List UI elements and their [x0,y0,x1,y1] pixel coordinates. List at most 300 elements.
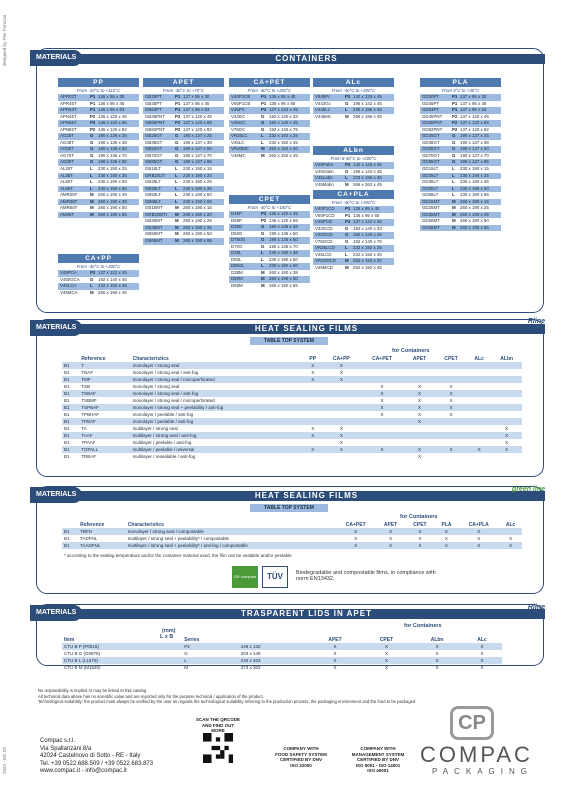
cell: 190 x 137 x 85 [183,159,212,165]
header-cell: Reference [81,355,106,362]
header-cell [239,636,310,643]
cell: G [452,139,456,145]
text-line: CERTIFIED BY DNV [280,757,322,762]
cell: 260 x 190 x 45 [98,289,127,295]
cell: 260 x 190 x 50 [460,218,489,224]
cell: GB45PT [145,100,162,106]
container-col-albn [313,146,394,188]
container-row [58,212,139,219]
cell: 190 x 136 x 85 [98,159,127,165]
cell: X [333,665,337,670]
text-line: MANAGEMENT SYSTEM [351,751,405,757]
cell: D70G [231,243,243,249]
cell: P2 [90,120,96,126]
cell: L [452,185,455,191]
temp-range: From 8-40°C to +200°C [330,156,377,161]
cell: multilayer / strong seal [132,426,178,431]
container-col-alc [313,78,394,120]
cell: X [462,657,502,664]
cell: 230 x 190 x 50 [98,179,127,185]
cell: 136 x 120 x 45 [98,113,127,119]
cell: X [491,432,522,439]
cell: 260 x 190 x 25 [98,192,127,198]
header-cell: APET [328,636,342,643]
container-row [58,290,139,297]
for-containers-label: for Containers [392,348,430,354]
cell: X [505,426,509,431]
cell: 260 x 190 x 25 [183,218,212,224]
col-head: PLA [420,78,501,87]
cell: 233 x 196 x 45 [353,175,382,181]
cell: TBFN [78,528,126,535]
cell: L [261,250,264,256]
table-row [62,369,522,376]
cell [360,425,403,432]
container-row [313,114,394,121]
cell: APR03T [60,94,77,99]
cell: B1 [64,536,70,541]
cell: B1 [62,528,78,535]
cell: GB50GT [145,146,163,152]
green-title: HEAT SEALING FILMS [68,491,545,501]
cell: 232 x 192 x 45 [353,251,382,257]
cell: P1 [90,100,96,106]
cell [360,453,403,460]
cell: V75GCD [315,238,333,244]
header-cell: CA+PLA [468,521,489,528]
temp-range: From -40°C to +70°C [162,88,205,93]
cell: 136 x 120 x 45 [269,211,298,216]
cell: V45Mabn [315,181,334,187]
side-credit: designed by Pier Ponzoni [2,14,7,66]
cell: 260 x 190 x 65 [460,224,489,230]
cell: TSPBAF [79,404,130,411]
cell: GD50MT [422,218,440,224]
cell: X [449,398,453,403]
temp-range: From -40°C to +180°C [247,205,292,210]
cell [303,418,322,425]
cell [404,362,436,369]
cell: P1 [452,107,458,113]
cell: L [90,283,93,289]
cell: GD65MT [422,224,440,230]
header-cell: PLA [441,521,452,528]
cell: CTU B G (G0875) [64,651,101,656]
cell: G [261,126,265,132]
table-row [62,362,522,369]
cell: P2 [452,120,458,126]
table-row [62,657,502,664]
cell: 260 x 190 x 35 [460,211,489,217]
cell: X [418,412,422,417]
cell: 260 x 190 x 65 [98,211,127,217]
company-address [40,738,153,776]
col-head: CA+PET [229,78,310,87]
cell: 190 x 137 x 38 [183,139,212,145]
cell [467,390,491,397]
cell [404,369,436,376]
cell: V75GC [231,126,246,132]
cell: 240 x 203 [239,657,310,664]
cell: GD38GT [422,139,440,145]
cell: 137 x 95 x 63 [183,107,210,113]
cell: 136 x 120 x 82 [98,126,127,132]
cell: GB15MT [145,205,163,211]
cell: P1 [175,94,181,99]
cell: X [477,536,481,541]
cell: X [311,426,315,431]
table-top-bar: TABLE TOP SYSTEM [250,504,328,512]
cell [322,390,360,397]
cell: TAAF [79,432,130,439]
container-row [229,153,310,160]
cell: 230 x 190 x 50 [460,185,489,191]
cell: M [452,211,456,217]
cell: 137 x 95 x 45 [183,100,210,106]
materials-tab: MATERIALS [30,320,82,336]
cell: L [345,245,348,251]
cell: 273 x 203 [240,665,261,670]
disclaimer [38,688,417,705]
cell: X [505,440,509,445]
cell: P2 [345,219,351,225]
cell: L [261,133,264,139]
cell: V445Mc [315,113,332,119]
cell: B1 [62,542,78,549]
cell: X [322,376,360,383]
cell: M [175,205,179,211]
cell: D65M [231,283,243,289]
cell [435,453,467,460]
cell [467,376,491,383]
cell [303,453,322,460]
cell: GB65LT [145,198,162,204]
cell: L [452,166,455,172]
col-head: CPET [229,195,310,204]
cell: 230 x 190 x 35 [98,172,127,178]
cell: AG70T [60,152,74,158]
cell: L [175,198,178,204]
cell: G [261,237,265,243]
cell: P2 [175,126,181,132]
cell: AL65T [60,185,73,191]
cell: X [384,651,388,656]
cell: GD15LT [422,166,439,172]
temp-range: From 0°C to +40°C [441,88,480,93]
cell: X [435,665,439,670]
cell [491,390,522,397]
cell: GD63PT [422,107,440,113]
cell: 190 x 136 x 50 [269,237,298,243]
cell: TSBMF [81,398,97,403]
green-table [62,521,522,549]
table-row [62,390,522,397]
cell: AG85T [60,159,74,165]
cell: B1 [64,412,70,417]
cell: X [360,390,403,397]
cell: X [404,404,436,411]
cell: V33GC [231,113,246,119]
cell: X [376,528,405,535]
cell [435,362,467,369]
container-col-cpet [229,195,310,290]
text-line: No responsibility is implied or may be linked to this catalog. [38,688,148,693]
cell: X [389,536,393,541]
cell: AL50T [60,179,73,185]
for-containers-label: for Containers [404,623,442,629]
cell: V45GCD [315,232,333,238]
cell: X [435,404,467,411]
cell: 230 x 190 x 25 [183,179,212,185]
cell [491,404,522,411]
cell: X [499,542,522,549]
cell [322,418,360,425]
table-row [62,650,502,657]
cell: monolayer / peelable / anti-fog [131,418,303,425]
cell: 230 x 190 x 15 [183,166,212,172]
cell: X [311,370,315,375]
cell: L [175,192,178,198]
cell: 192 x 140 x 75 [269,126,298,132]
cell: GB25GT [145,133,163,139]
cell [499,528,522,535]
cell [435,425,467,432]
cell: X [404,418,436,425]
header-cell: PP [309,355,317,362]
cell: 203 x 149 [240,651,261,656]
cell: AL25T [60,166,73,172]
cell: M [452,198,456,204]
cell [360,376,403,383]
cell: V45LCD [315,251,332,257]
cell [322,397,360,404]
compac-packaging: PACKAGING [432,767,533,776]
cell [360,362,403,369]
cell: GB70GT [145,152,163,158]
cell: L [452,192,455,198]
cell: X [412,643,462,650]
cell: 137 x 95 x 30 [460,94,487,99]
header-cell: Reference [80,521,105,528]
cell: APR45T [60,100,77,106]
cell: 260 x 190 x 15 [460,198,489,204]
cell: GB25MT [145,218,163,224]
rline-logo: Rline [527,604,545,611]
cell: B1 [62,376,79,383]
cell: M [261,146,265,152]
cell: GD50GT [422,146,440,152]
cell [435,369,467,376]
cell: 192 x 140 x 45 [353,232,382,238]
cell: X [384,665,388,670]
cell: V65P1CD [315,212,335,218]
cell: GD25GT [422,133,440,139]
cell: AG25T [60,133,74,139]
cell: D45P [231,211,242,216]
container-col-capet [229,78,310,159]
text-line: Compac s.r.l. [40,738,76,744]
cell: X [418,536,422,541]
cell: B1 [64,440,70,445]
cell [303,383,322,390]
cell: GB85GT [145,159,163,165]
cell [360,418,403,425]
cell: VR20MC [231,146,249,152]
green-line-logo: green line [511,486,545,493]
table-row [62,432,522,439]
cell: B1 [64,384,70,389]
cell: L [345,175,348,181]
header-cell: CPET [444,355,458,362]
cell: T [79,362,130,369]
cell [303,404,322,411]
cell: VR20MCD [315,258,336,264]
cell: TA [81,426,87,431]
containers-title: CONTAINERS [68,54,545,64]
cell: 230 x 190 x 35 [460,179,489,185]
cell: X [380,398,384,403]
cell: 137 x 95 x 30 [183,94,210,99]
text-line: ISO 22000 [290,762,312,768]
col-head: ALbn [313,146,394,155]
cell: TMF [79,376,130,383]
table-row [62,425,522,432]
cell: X [444,536,448,541]
header-cell: ALc [505,521,516,528]
cell: 137 x 122 x 45 [353,219,382,225]
header-cell: CA+PP [332,355,350,362]
cell: M [175,218,179,224]
cell: P2 [452,113,458,119]
cell: multilayer / strong seal + peelability* / anti-fog / compostable [126,542,336,549]
cell: 235 x 196 x 45 [353,107,382,113]
cell: V45LCA [60,283,77,289]
cell: X [435,542,459,549]
cell: X [322,446,360,453]
cell: 190 x 137 x 70 [183,152,212,158]
compost-text: Biodegradable and compostable films, in compliance with norm EN13432. [296,570,436,582]
table-row [62,383,522,390]
cell: P2 [182,643,238,650]
cell [435,418,467,425]
cell [491,397,522,404]
cell: B1 [62,362,79,369]
cell [303,439,322,446]
cell: X [303,432,322,439]
cell: G [175,152,179,158]
cell: V450GCA [60,276,80,282]
cell [435,439,467,446]
cell: 196 x 142 x 45 [353,168,382,174]
container-col-capla [313,190,394,271]
cell: TRBAF [81,454,97,459]
cell: 232 x 192 x 25 [269,133,298,139]
cell: TPBHAF [81,412,100,417]
cell [360,439,403,446]
cell: L [452,179,455,185]
cell: B1 [62,404,79,411]
cell: GB15LT [145,166,162,172]
cell: GD50LT [422,185,439,191]
cell [467,383,491,390]
cell [303,397,322,404]
cell: M [90,289,94,295]
container-row [313,182,394,189]
cell: multilayer / resealable / anti-fog [132,454,196,459]
cell: 230 x 190 x 15 [460,166,489,172]
cell: monolayer / strong seal [132,384,180,389]
cell: X [449,384,453,389]
cell: multilayer / strong seal / anti-fog [131,432,303,439]
cell: M [175,211,179,217]
cell: G [345,168,349,174]
cell: G [345,100,349,106]
cell: 137 x 120 x 65 [183,120,212,126]
cell [435,376,467,383]
cell: D50M [231,276,243,282]
cell: monolayer / strong seal / compostable [126,528,336,535]
header-cell: ALbn [430,636,444,643]
cell: GB63PT [145,107,162,113]
cell: X [309,657,360,664]
cell: X [303,376,322,383]
cell: 192 x 140 x 45 [269,120,298,126]
cell: 190 x 137 x 38 [460,139,489,145]
cell: V45Pabn [315,162,334,167]
cell: 136 x 95 x 40 [269,94,296,99]
materials-tab: MATERIALS [30,487,82,503]
cell: V45MCD [315,264,333,270]
cell: TADFNL [80,536,98,541]
cell: X [405,528,434,535]
container-row [313,265,394,272]
cell: L [175,185,178,191]
cell [404,376,436,383]
cell: G [261,120,265,126]
cell [467,369,491,376]
cell: APR63T [60,107,77,113]
cell: M [175,231,179,237]
cell: D35G [231,224,243,230]
cell [467,439,491,446]
side-edition: 2023 - Ed. 02 [2,746,7,774]
cell: X [339,370,343,375]
col-head: CA+PP [58,254,139,263]
cell: G [175,133,179,139]
cell: 260 x 190 x 50 [183,231,212,237]
cell: P1 [261,94,267,99]
compac-logo-icon: CP [450,706,494,740]
text-line: Tel. +39 0522.688.509 / +39 0522.683.873 [40,760,154,767]
table-row [62,535,522,542]
cell: 137 x 95 x 45 [460,100,487,106]
cell [322,411,360,418]
cell: G [452,133,456,139]
cell: GRB20LTI [145,172,166,178]
container-col-capp [58,254,139,296]
cell: 137 x 95 x 63 [460,107,487,113]
cell: GB25LT [145,179,162,185]
text-line: ISO 45001 [367,768,389,773]
cell: 190 x 137 x 50 [460,146,489,152]
cell [322,404,360,411]
cell: GD45PNT [422,113,443,119]
lids-title: TRASPARENT LIDS IN APET [68,609,545,619]
cell: B1 [64,370,70,375]
table-row [62,411,522,418]
cell: 190 x 137 x 25 [183,133,212,139]
table-row [62,418,522,425]
